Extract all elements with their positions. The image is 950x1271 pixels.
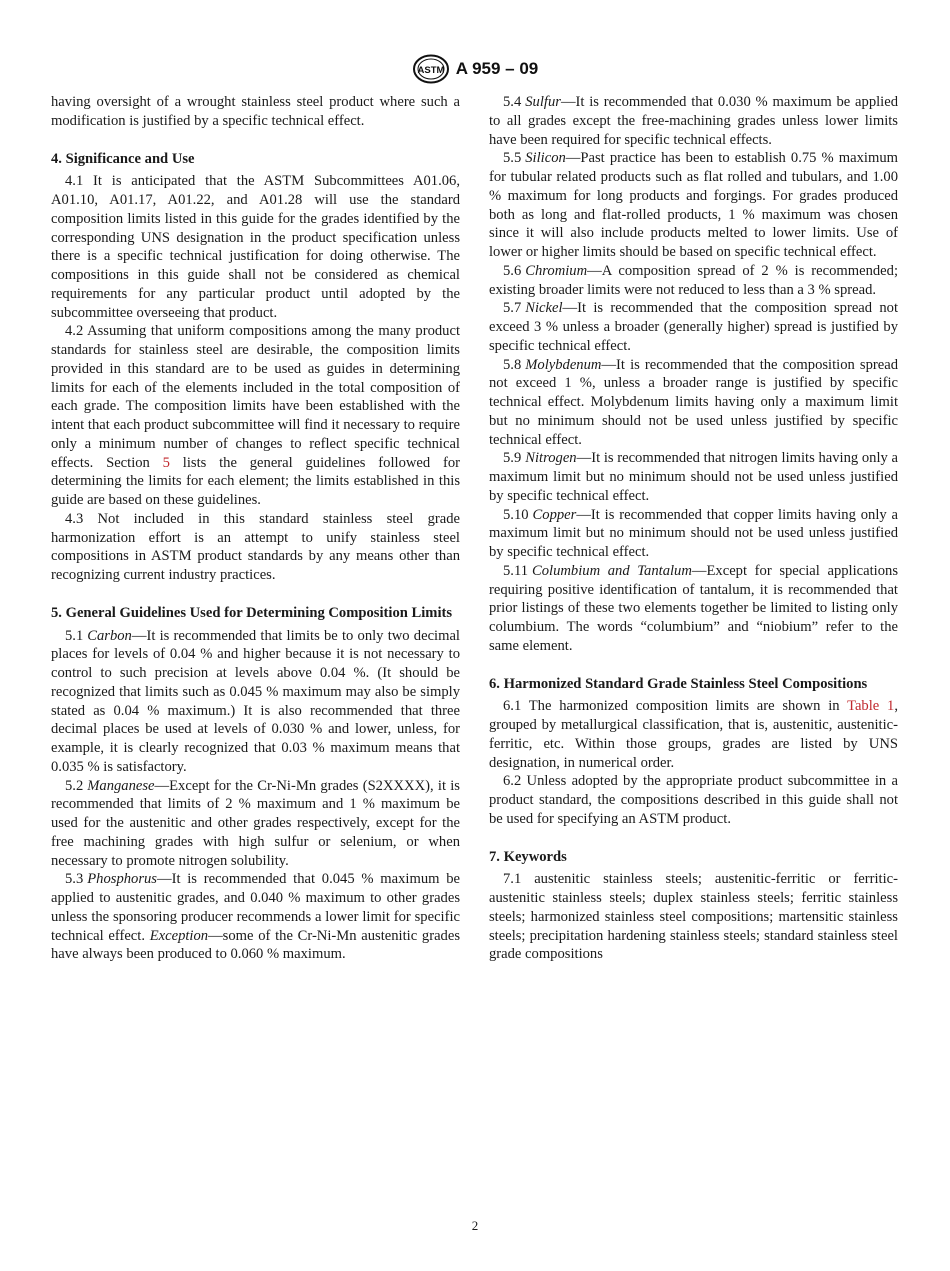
- svg-text:ASTM: ASTM: [417, 65, 445, 76]
- paragraph-5-9: 5.9 Nitrogen—It is recommended that nitrogen limits having only a maximum limit but no minimum should not be used unless justified by specific technical effect.: [489, 450, 898, 504]
- paragraph-5-7: 5.7 Nickel—It is recommended that the composition spread not exceed 3 % unless a broader (generally higher) spread is justified by specific technical effect.: [489, 300, 898, 354]
- right-column: [489, 93, 898, 964]
- paragraph-5-11: 5.11 Columbium and Tantalum—Except for special applications requiring positive identification of tantalum, it is recommended that prior listings of these two elements together be limited to listing only columbium. The words “columbium” and “niobium” refer to the same element.: [489, 562, 898, 654]
- paragraph-5-1: 5.1 Carbon—It is recommended that limits be to only two decimal places for levels of 0.04 % and higher because it is not necessary to control to such precision at levels above 0.04 %. (It should be recognized that limits such as 0.045 % maximum may also be simply stated as 0.04 % maximum.) It is also recommended that three decimal places be used at levels of 0.030 % and lower, unless, for example, it is clearly recognized that 0.03 % maximum means that 0.035 % is satisfactory.: [51, 627, 460, 775]
- section-7-heading: 7. Keywords: [489, 848, 567, 865]
- paragraph-5-5: 5.5 Silicon—Past practice has been to establish 0.75 % maximum for tubular related products such as flat rolled and tubulars, and 1.00 % maximum for long products and forgings. For grades produced both as long and flat-rolled products, 1 % maximum was chosen since it will also include products melted to lower limits. Use of lower or higher limits should be based on specific technical effect.: [489, 150, 898, 260]
- table-1-link[interactable]: Table 1: [847, 698, 895, 715]
- astm-logo-icon: [412, 54, 450, 84]
- paragraph-5-3: 5.3 Phosphorus—It is recommended that 0.045 % maximum be applied to austenitic grades, and 0.040 % maximum to other grades unless the sponsoring producer recommends a lower limit for specific technical effect. Exception—some of the Cr-Ni-Mn austenitic grades have always been produced to 0.060 % maximum.: [51, 871, 460, 963]
- page-number: 2: [471, 1218, 479, 1233]
- left-column: [51, 93, 460, 964]
- paragraph-5-2: 5.2 Manganese—Except for the Cr-Ni-Mn grades (S2XXXX), it is recommended that limits of 2 % maximum and 1 % maximum be used for the austenitic and other grades respectively, except for the free machining grades with high sulfur or selenium, or when necessary to promote nitrogen solubility.: [51, 777, 460, 869]
- paragraph-4-1: 4.1 It is anticipated that the ASTM Subcommittees A01.06, A01.10, A01.17, A01.22, and A01.28 will use the standard composition limits listed in this guide for the grades identified by the corresponding UNS designation in the product specification unless there is a specific technical justification for doing otherwise. The compositions in this guide shall not be considered as chemical requirements for any particular product until adopted by the subcommittee overseeing that product.: [51, 173, 460, 321]
- standard-designation: A 959 – 09: [455, 59, 539, 78]
- section-6-heading: 6. Harmonized Standard Grade Stainless Steel Compositions: [489, 675, 868, 692]
- section-5-heading: 5. General Guidelines Used for Determining Composition Limits: [51, 604, 453, 621]
- page-header: [0, 54, 950, 84]
- paragraph-4-2: 4.2 Assuming that uniform compositions among the many product standards for stainless steel are desirable, the composition limits provided in this standard are to be used as guides in determining limits for each of the elements included in the total composition of each grade. The composition limits have been established with the intent that each product subcommittee will find it necessary to require only a minimum number of changes to reflect specific technical effects. Section 5 lists the general guidelines followed for determining the limits for each element; the limits established in this guide are based on these guidelines.: [51, 323, 461, 508]
- section-5-link[interactable]: 5: [162, 454, 170, 471]
- paragraph-5-8: 5.8 Molybdenum—It is recommended that the composition spread not exceed 1 %, unless a broader range is justified by specific technical effect. Molybdenum limits having only a maximum limit but no minimum should not be used unless justified by specific technical effect.: [489, 356, 898, 448]
- intro-paragraph: having oversight of a wrought stainless steel product where such a modification is justified by a specific technical effect.: [51, 94, 460, 129]
- section-4-heading: 4. Significance and Use: [51, 150, 195, 167]
- paragraph-6-1: 6.1 The harmonized composition limits are shown in Table 1, grouped by metallurgical classification, that is, austenitic, austenitic-ferritic, etc. Within those groups, grades are listed by UNS designation, in numerical order.: [489, 698, 898, 771]
- paragraph-5-10: 5.10 Copper—It is recommended that copper limits having only a maximum limit but no minimum should not be used unless justified by specific technical effect.: [489, 506, 898, 560]
- paragraph-4-3: 4.3 Not included in this standard stainless steel grade harmonization effort is an attempt to unify stainless steel compositions in ASTM product standards by any means other than recognizing current industry practices.: [51, 510, 460, 583]
- paragraph-7-1: 7.1 austenitic stainless steels; austenitic-ferritic or ferritic-austenitic stainless steels; duplex stainless steels; ferritic stainless steels; harmonized stainless steel compositions; martensitic stainless steels; precipitation hardening stainless steels; standard stainless steel grade compositions: [489, 871, 898, 963]
- paragraph-6-2: 6.2 Unless adopted by the appropriate product subcommittee in a product standard, the compositions described in this guide shall not be used for specifying an ASTM product.: [489, 773, 898, 827]
- paragraph-5-6: 5.6 Chromium—A composition spread of 2 % is recommended; existing broader limits were not reduced to less than a 3 % spread.: [489, 262, 898, 298]
- paragraph-5-4: 5.4 Sulfur—It is recommended that 0.030 % maximum be applied to all grades except the free-machining grades unless lower limits have been required for specific technical effects.: [489, 94, 898, 148]
